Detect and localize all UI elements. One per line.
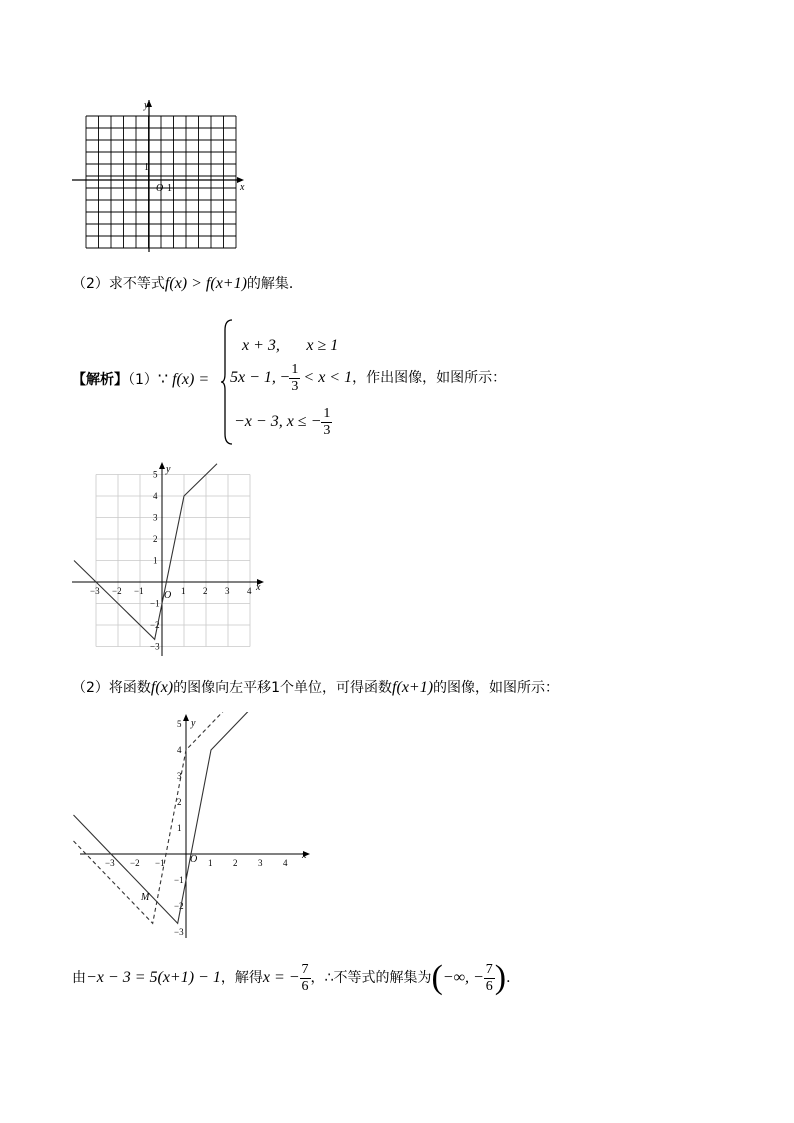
y-tick-label: −2 — [174, 901, 184, 911]
fig1-y-label: y — [166, 464, 171, 475]
y-tick-label: −3 — [150, 641, 160, 652]
origin-label: O — [156, 183, 164, 194]
solution-frac: $\frac{7}{6}$ — [301, 961, 309, 994]
x-tick-label: −3 — [90, 586, 100, 596]
y-tick-label: 3 — [177, 771, 182, 781]
y-tick-label: −1 — [174, 875, 184, 885]
x-tick-label: 3 — [258, 858, 263, 868]
y-tick-label: 5 — [153, 469, 158, 480]
conclusion-equation: −x − 3 = 5(x+1) − 1 — [86, 969, 221, 986]
analysis-tag: 【解析】 — [72, 372, 128, 388]
y-tick-label: 2 — [177, 797, 182, 807]
y-tick-label: −3 — [174, 927, 184, 937]
x-tick-label: −1 — [155, 858, 165, 868]
y-tick-label: 5 — [177, 719, 182, 729]
function-graph — [74, 464, 217, 640]
y-one-label: 1 — [144, 162, 149, 173]
case3-expr: −x − 3, x ≤ − — [234, 413, 322, 430]
x-tick-label: 4 — [247, 586, 252, 596]
x-tick-label: 2 — [203, 586, 208, 596]
case1-cond: x ≥ 1 — [306, 337, 339, 354]
y-tick-label: 2 — [153, 534, 158, 544]
fig2-x-label: x — [302, 850, 307, 861]
x-tick-label: 1 — [181, 586, 186, 596]
case3-frac: $\frac{1}{3}$ — [323, 405, 331, 438]
fig1-x-label: x — [256, 582, 261, 593]
fig2-point-m-label: M — [141, 892, 150, 903]
x-axis-label: x — [240, 182, 245, 193]
blank-grid-figure — [70, 98, 250, 258]
function-graph — [74, 712, 249, 923]
y-tick-label: −1 — [150, 598, 160, 609]
x-tick-label: −3 — [105, 858, 115, 868]
y-tick-label: 4 — [153, 491, 158, 501]
y-tick-label: 1 — [153, 555, 158, 566]
y-axis-label: y — [144, 100, 149, 111]
fx1-expr: f(x+1) — [392, 679, 434, 696]
x-tick-label: −1 — [134, 586, 144, 596]
grid-lines — [86, 116, 236, 248]
f-of-x: f(x) = — [172, 371, 210, 388]
x-tick-label: 2 — [233, 858, 238, 868]
x-tick-label: −2 — [130, 858, 140, 868]
fig1-origin-label: O — [164, 590, 172, 601]
fig2-y-label: y — [191, 718, 196, 729]
y-tick-label: −2 — [150, 620, 160, 630]
fx-expr: f(x) — [150, 679, 174, 696]
conclusion: 由−x − 3 = 5(x+1) − 1，解得x = − $\frac{7}{6}$ ，∴不等式的解集为(−∞, − $\frac{7}{6}$ )． — [72, 959, 521, 996]
y-tick-label: 3 — [153, 512, 158, 523]
inequality-expr: f(x) > f(x+1) — [164, 275, 247, 292]
case2-frac: $\frac{1}{3}$ — [291, 361, 299, 394]
case2-expr: 5x − 1, — [230, 369, 276, 386]
case1-expr: x + 3, — [242, 337, 280, 354]
y-tick-label: 4 — [177, 745, 182, 755]
figure-2-graph — [70, 712, 320, 942]
y-axis-arrow — [159, 462, 165, 469]
x-tick-label: 4 — [283, 858, 288, 868]
interval-frac: $\frac{7}{6}$ — [485, 961, 493, 994]
interval-left: −∞, − — [442, 969, 484, 986]
part-2-text: （2）将函数f(x)的图像向左平移1个单位，可得函数f(x+1)的图像，如图所示： — [72, 679, 560, 696]
fig2-origin-label: O — [190, 854, 198, 865]
x-tick-label: 1 — [208, 858, 213, 868]
analysis-after-text: ，作出图像，如图所示： — [352, 370, 507, 386]
x-tick-label: −2 — [112, 586, 122, 596]
y-axis-arrow — [183, 714, 189, 721]
y-tick-label: 1 — [177, 823, 182, 833]
x-one-label: 1 — [167, 183, 172, 194]
x-tick-label: 3 — [225, 586, 230, 596]
question-2: （2）求不等式f(x) > f(x+1)的解集． — [72, 275, 303, 292]
figure-1-graph — [70, 460, 270, 660]
analysis-block: 【解析】（1）∵ f(x) = x + 3, x ≥ 1 5x − 1, − $\frac{1}{3}$ < x < 1，作出图像，如图所示： −x − 3, x ≤ − $\frac{1}{3}$ — [72, 318, 672, 448]
